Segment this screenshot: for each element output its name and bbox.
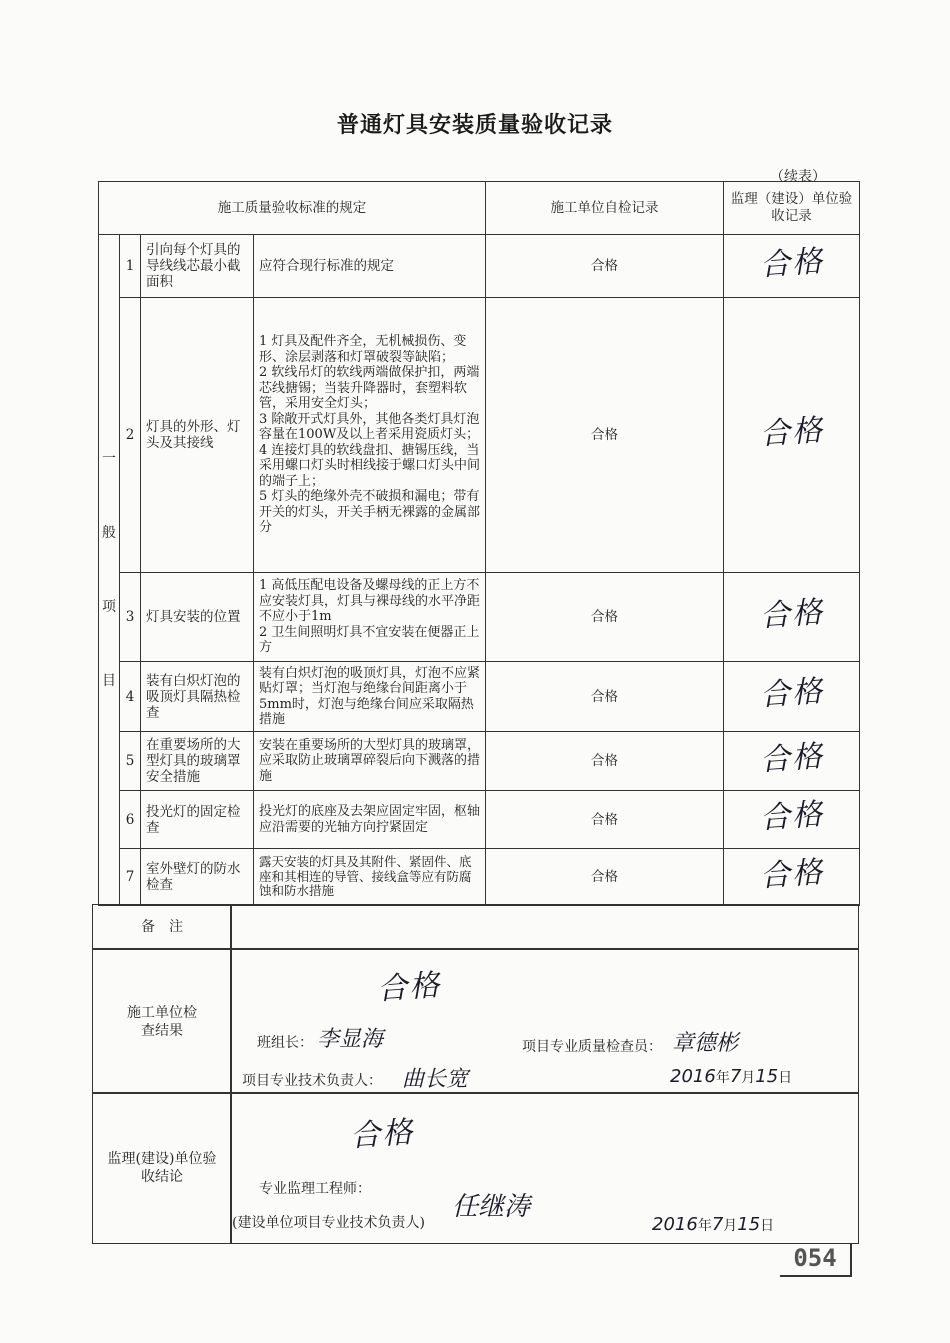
table-row <box>99 662 860 732</box>
table-row <box>99 298 860 573</box>
table-row <box>99 732 860 791</box>
date-month: 7 <box>729 1066 742 1087</box>
row-rule: 安装在重要场所的大型灯具的玻璃罩，应采取防止玻璃罩碎裂后向下溅落的措施 <box>254 732 486 791</box>
row-supervision <box>724 849 860 906</box>
row-number: 3 <box>120 573 141 662</box>
date-day-suffix: 日 <box>760 1218 775 1234</box>
signature: 李显海 <box>317 1027 384 1052</box>
signature: 曲长宽 <box>402 1067 469 1092</box>
row-number: 5 <box>120 732 141 791</box>
row-item: 装有白炽灯泡的吸顶灯具隔热检查 <box>141 662 254 732</box>
inspection-table <box>98 181 860 906</box>
row-self-check: 合格 <box>486 235 724 298</box>
row-item: 投光灯的固定检查 <box>141 791 254 849</box>
tech-lead-signature <box>402 1062 468 1093</box>
contractor-label: 施工单位检查结果 <box>127 1005 197 1039</box>
remarks-value-cell <box>230 904 859 950</box>
row-number: 1 <box>120 235 141 298</box>
team-leader-label: 班组长： <box>257 1035 313 1051</box>
table-row <box>99 573 860 662</box>
category-char: 般 <box>102 525 116 541</box>
engineer-label: 专业监理工程师： <box>259 1181 371 1197</box>
handwritten-pass: 合格 <box>349 1114 416 1155</box>
row-supervision <box>724 573 860 662</box>
row-item: 在重要场所的大型灯具的玻璃罩安全措施 <box>141 732 254 791</box>
date-day: 15 <box>755 1066 779 1087</box>
document-title: 普通灯具安装质量验收记录 <box>336 113 613 138</box>
row-rule: 露天安装的灯具及其附件、紧固件、底座和其相连的导管、接线盒等应有防腐蚀和防水措施 <box>254 849 486 906</box>
row-rule: 装有白炽灯泡的吸顶灯具，灯泡不应紧贴灯罩；当灯泡与绝缘台间距离小于5mm时，灯泡与绝缘台间应采取隔热措施 <box>254 662 486 732</box>
date-day: 15 <box>737 1214 761 1235</box>
header-supervision: 监理（建设）单位验收记录 <box>724 182 860 235</box>
category-char: 一 <box>102 451 116 467</box>
row-supervision <box>724 235 860 298</box>
row-item: 引向每个灯具的导线线芯最小截面积 <box>141 235 254 298</box>
handwritten-pass: 合格 <box>758 412 825 452</box>
row-self-check: 合格 <box>486 791 724 849</box>
continued-label: （续表） <box>770 169 826 185</box>
date-year-suffix: 年 <box>697 1218 712 1234</box>
table-header-row <box>99 182 860 235</box>
date-year: 2016 <box>652 1214 698 1235</box>
supervisor-label: 监理(建设)单位验收结论 <box>107 1151 217 1185</box>
handwritten-pass: 合格 <box>758 854 825 894</box>
date-year: 2016 <box>670 1066 716 1087</box>
row-number: 4 <box>120 662 141 732</box>
category-char: 目 <box>102 673 116 689</box>
owner-label: (建设单位项目专业技术负责人) <box>232 1215 425 1231</box>
inspector-label: 项目专业质量检查员： <box>522 1039 662 1055</box>
handwritten-pass: 合格 <box>758 673 825 714</box>
handwritten-pass: 合格 <box>758 594 825 634</box>
supervisor-date <box>652 1214 774 1235</box>
date-month-suffix: 月 <box>723 1218 738 1234</box>
page-number: 054 <box>780 1243 852 1277</box>
row-self-check: 合格 <box>486 298 724 573</box>
signature: 章德彬 <box>672 1031 739 1056</box>
supervisor-signature <box>452 1186 530 1223</box>
row-self-check: 合格 <box>486 662 724 732</box>
row-supervision <box>724 791 860 849</box>
row-rule: 应符合现行标准的规定 <box>254 235 486 298</box>
row-supervision <box>724 662 860 732</box>
handwritten-pass: 合格 <box>758 243 825 283</box>
header-self-check: 施工单位自检记录 <box>486 182 724 235</box>
header-standard: 施工质量验收标准的规定 <box>99 182 486 235</box>
supervisor-result <box>350 1109 414 1153</box>
row-self-check: 合格 <box>486 849 724 906</box>
contractor-date <box>670 1066 792 1087</box>
row-item: 灯具安装的位置 <box>141 573 254 662</box>
row-number: 7 <box>120 849 141 906</box>
signature: 任继涛 <box>452 1192 531 1222</box>
date-year-suffix: 年 <box>715 1070 730 1086</box>
row-number: 2 <box>120 298 141 573</box>
date-month: 7 <box>711 1214 724 1235</box>
contractor-result <box>377 962 441 1006</box>
remarks-label: 备 注 <box>141 919 183 935</box>
team-leader-signature <box>317 1022 383 1053</box>
row-item: 灯具的外形、灯头及其接线 <box>141 298 254 573</box>
handwritten-pass: 合格 <box>758 738 825 778</box>
row-rule: 投光灯的底座及去架应固定牢固，枢轴应沿需要的光轴方向拧紧固定 <box>254 791 486 849</box>
row-item: 室外壁灯的防水检查 <box>141 849 254 906</box>
row-supervision <box>724 732 860 791</box>
row-rule: 1 灯具及配件齐全，无机械损伤、变形、涂层剥落和灯罩破裂等缺陷； 2 软线吊灯的软线两端做保护扣，两端芯线搪锡；当装升降器时，套塑料软管，采用安全灯头； 3 除敞开式灯具外，其他各类灯具灯泡容量在100W及以上者采用瓷质灯头； 4 连接灯具的软线盘扣、搪锡压线，当采用螺口灯头时相线接于螺口灯头中间的端子上； 5 灯头的绝缘外壳不破损和漏电；带有开关的灯头，开关手柄无裸露的金属部分 <box>254 298 486 573</box>
date-day-suffix: 日 <box>778 1070 793 1086</box>
inspector-signature <box>672 1026 738 1057</box>
table-row <box>99 791 860 849</box>
tech-lead-label: 项目专业技术负责人： <box>242 1073 382 1089</box>
table-row <box>99 849 860 906</box>
table-row <box>99 235 860 298</box>
row-self-check: 合格 <box>486 732 724 791</box>
sign-off-section <box>92 904 859 1244</box>
row-self-check: 合格 <box>486 573 724 662</box>
handwritten-pass: 合格 <box>758 796 825 837</box>
date-month-suffix: 月 <box>741 1070 756 1086</box>
row-supervision <box>724 298 860 573</box>
row-rule: 1 高低压配电设备及螺母线的正上方不应安装灯具，灯具与裸母线的水平净距不应小于1m 2 卫生间照明灯具不宜安装在便器正上方 <box>254 573 486 662</box>
category-char: 项 <box>102 599 116 615</box>
category-cell <box>99 235 120 906</box>
handwritten-pass: 合格 <box>376 967 443 1008</box>
row-number: 6 <box>120 791 141 849</box>
